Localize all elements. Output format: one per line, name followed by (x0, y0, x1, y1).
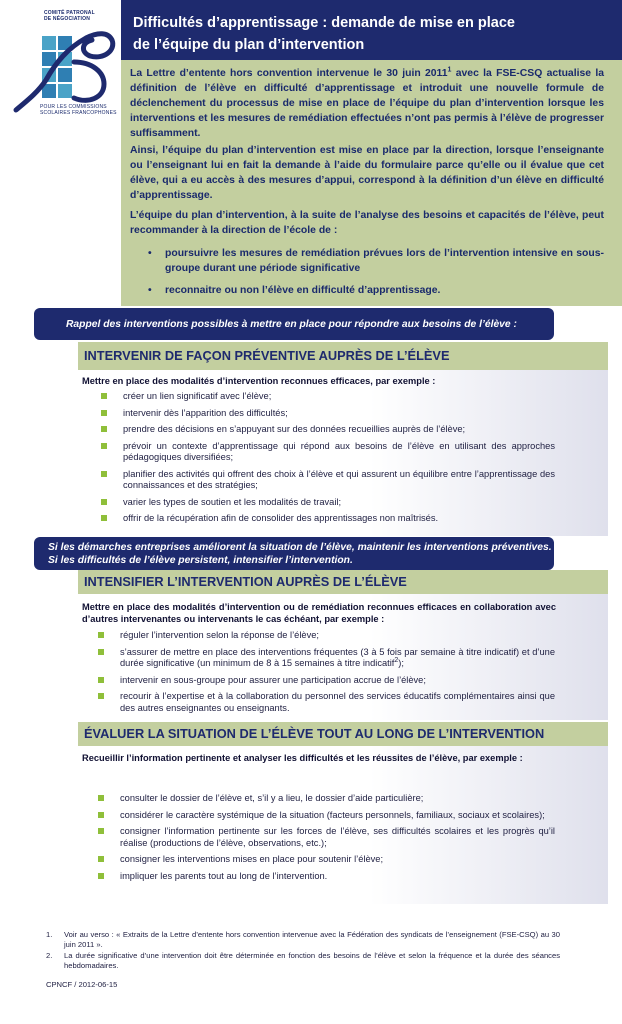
bullet-square-icon (98, 812, 104, 818)
preventive-list (123, 391, 555, 530)
list-item (123, 391, 555, 403)
section-heading-preventive (78, 342, 608, 370)
logo-top-line-2: DE NÉGOCIATION (44, 16, 91, 22)
list-item (120, 793, 555, 805)
list-item (120, 691, 555, 714)
list-item-text: considérer le caractère systémique de la situation (facteurs personnels, familiaux, sociaux et scolaires); (120, 809, 545, 820)
decision-banner-line-2: Si les difficultés de l’élève persistent, intensifier l’intervention. (48, 555, 353, 566)
list-item-text: reconnaitre ou non l’élève en difficulté d’apprentissage. (165, 285, 441, 296)
list-item-text: prévoir un contexte d’apprentissage qui répond aux besoins de l’élève en utilisant des approches pédagogiques diversifiées; (123, 440, 555, 462)
list-item (123, 424, 555, 436)
list-item-text: varier les types de soutien et les modalités de travail; (123, 496, 342, 507)
bullet-square-icon (98, 795, 104, 801)
bullet-square-icon (101, 426, 107, 432)
bullet-square-icon (98, 828, 104, 834)
intro-box (121, 60, 622, 306)
list-item (120, 675, 555, 687)
footnote-text: La durée significative d’une intervention doit être déterminée en fonction des besoins de l’élève et selon la fréquence et la durée des séances hebdomadaires. (64, 951, 560, 970)
logo-top-line-1: COMITÉ PATRONAL (44, 10, 95, 16)
footnotes (46, 930, 560, 972)
list-item-text: s’assurer de mettre en place des interventions fréquentes (3 à 5 fois par semaine à titre indicatif) et d’une durée significative (un minimum de 8 à 15 semaines à titre indicatif (120, 646, 555, 668)
list-item-text: prendre des décisions en s’appuyant sur des données recueillies auprès de l’élève; (123, 424, 466, 434)
list-item (130, 283, 604, 298)
list-item-text: planifier des activités qui offrent des choix à l’élève et qui assurent un équilibre entre l’apprentissage des connaissances et des stratégies; (123, 468, 555, 490)
list-item-text: consigner les interventions mises en place pour soutenir l’élève; (120, 854, 384, 864)
bullet-square-icon (98, 649, 104, 655)
bullet-square-icon (98, 632, 104, 638)
evaluate-list (120, 793, 555, 887)
bullet-square-icon (101, 515, 107, 521)
list-item (123, 441, 555, 464)
page-title-line-2: de l’équipe du plan d’intervention (133, 37, 365, 53)
list-item (120, 630, 555, 642)
bullet-square-icon (98, 873, 104, 879)
intro-paragraph-1-text: La Lettre d’entente hors convention intervenue le 30 juin 2011 (130, 68, 448, 79)
footnote-number: 1. (46, 930, 53, 939)
section-heading-evaluate (78, 722, 608, 746)
section-intro: Mettre en place des modalités d’intervention ou de remédiation reconnues efficaces en collaboration avec d’autres intervenantes ou intervenants le cas échéant, par exemple : (82, 602, 556, 624)
section-intro: Mettre en place des modalités d’intervention reconnues efficaces, par exemple : (82, 376, 436, 386)
decision-banner-text (48, 541, 558, 567)
reminder-banner (34, 308, 554, 340)
page-header (121, 0, 622, 60)
list-item-text: réguler l’intervention selon la réponse de l’élève; (120, 630, 319, 640)
intro-paragraph-1 (130, 66, 604, 141)
list-item (123, 408, 555, 420)
bullet-square-icon (101, 443, 107, 449)
list-item (120, 854, 555, 866)
footnote-1 (46, 930, 560, 949)
intensify-list (120, 630, 555, 719)
page-title-line-1: Difficultés d’apprentissage : demande de mise en place (133, 15, 515, 31)
list-item (130, 246, 604, 276)
list-item-text-cont: ); (398, 658, 404, 668)
document-footer: CPNCF / 2012-06-15 (46, 980, 118, 989)
list-item (120, 810, 555, 822)
list-item-text: recourir à l’expertise et à la collaboration du personnel des services éducatifs complémentaires ainsi que des autres enseignantes ou enseignants. (120, 691, 555, 713)
bullet-icon: • (148, 285, 152, 296)
list-item-text: consigner l’information pertinente sur les forces de l’élève, ses difficultés scolaires et les progrès qu’il réalise (productions de l’élève, observations, etc.); (120, 826, 555, 848)
logo-bottom-line-1: POUR LES COMMISSIONS (40, 104, 107, 110)
intro-recommendations-list (130, 246, 604, 298)
bullet-square-icon (101, 471, 107, 477)
bullet-square-icon (98, 856, 104, 862)
footnote-ref-2: 2 (394, 656, 399, 664)
section-intro: Recueillir l’information pertinente et analyser les difficultés et les réussites de l’élève, par exemple : (82, 753, 523, 763)
list-item-text: intervenir en sous-groupe pour assurer une participation accrue de l’élève; (120, 674, 426, 685)
logo-top-text (44, 10, 95, 22)
list-item (120, 647, 555, 670)
bullet-square-icon (98, 677, 104, 683)
list-item-text: offrir de la récupération afin de consolider des apprentissages non maîtrisés. (123, 513, 439, 523)
list-item-text: consulter le dossier de l’élève et, s’il y a lieu, le dossier d’aide particulière; (120, 793, 424, 803)
list-item-text: créer un lien significatif avec l’élève; (123, 391, 272, 401)
section-heading-text: ÉVALUER LA SITUATION DE L’ÉLÈVE TOUT AU LONG DE L’INTERVENTION (84, 726, 545, 741)
list-item (123, 497, 555, 509)
intro-paragraph-1-text-cont: avec la FSE-CSQ actualise la définition de l’élève en difficulté d’apprentissage et introduit une nouvelle formule de déclenchement du processus de mise en place de l’équipe du plan d’intervention lorsque les interventions et les mesures de remédiation effectuées n’ont pas permis à l’élève de progresser suffisamment. (130, 68, 605, 139)
section-heading-text: INTERVENIR DE FAÇON PRÉVENTIVE AUPRÈS DE L’ÉLÈVE (84, 348, 450, 363)
bullet-icon: • (148, 248, 152, 259)
list-item (123, 469, 555, 492)
logo-bottom-line-2: SCOLAIRES FRANCOPHONES (40, 110, 117, 116)
intro-paragraph-2: Ainsi, l’équipe du plan d’intervention est mise en place par la direction, lorsque l’enseignante ou l’enseignant lui en fait la demande à l’aide du formulaire parce qu’elle ou il évalue que cet élève, qui a eu accès à des mesures d’appui, correspond à la définition d’un élève en difficulté d’apprentissage. (130, 145, 604, 201)
decision-banner-line-1: Si les démarches entreprises améliorent la situation de l’élève, maintenir les interventions préventives. (48, 542, 552, 553)
cpn-logo (8, 8, 120, 126)
footnote-number: 2. (46, 951, 53, 960)
footnote-2 (46, 951, 560, 970)
intro-paragraph-3: L’équipe du plan d’intervention, à la suite de l’analyse des besoins et capacités de l’élève, peut recommander à la direction de l’école de : (130, 210, 604, 236)
bullet-square-icon (101, 499, 107, 505)
decision-banner (34, 537, 554, 570)
bullet-square-icon (98, 693, 104, 699)
list-item-text: poursuivre les mesures de remédiation prévues lors de l’intervention intensive en sous-groupe durant une période significative (165, 248, 604, 274)
bullet-square-icon (101, 393, 107, 399)
footnote-ref-1: 1 (447, 66, 452, 74)
footnote-text: Voir au verso : « Extraits de la Lettre d’entente hors convention intervenue avec la Fédération des syndicats de l’enseignement (FSE-CSQ) au 30 juin 2011 ». (64, 930, 560, 949)
section-heading-text: INTENSIFIER L’INTERVENTION AUPRÈS DE L’ÉLÈVE (84, 574, 407, 589)
logo-bottom-text (40, 104, 117, 116)
list-item-text: intervenir dès l’apparition des difficultés; (123, 407, 288, 418)
section-heading-intensify (78, 570, 608, 594)
list-item (120, 826, 555, 849)
reminder-banner-text: Rappel des interventions possibles à mettre en place pour répondre aux besoins de l’élève : (66, 319, 517, 330)
list-item (120, 871, 555, 883)
list-item (123, 513, 555, 525)
list-item-text: impliquer les parents tout au long de l’intervention. (120, 870, 328, 881)
page-title (133, 12, 613, 56)
bullet-square-icon (101, 410, 107, 416)
